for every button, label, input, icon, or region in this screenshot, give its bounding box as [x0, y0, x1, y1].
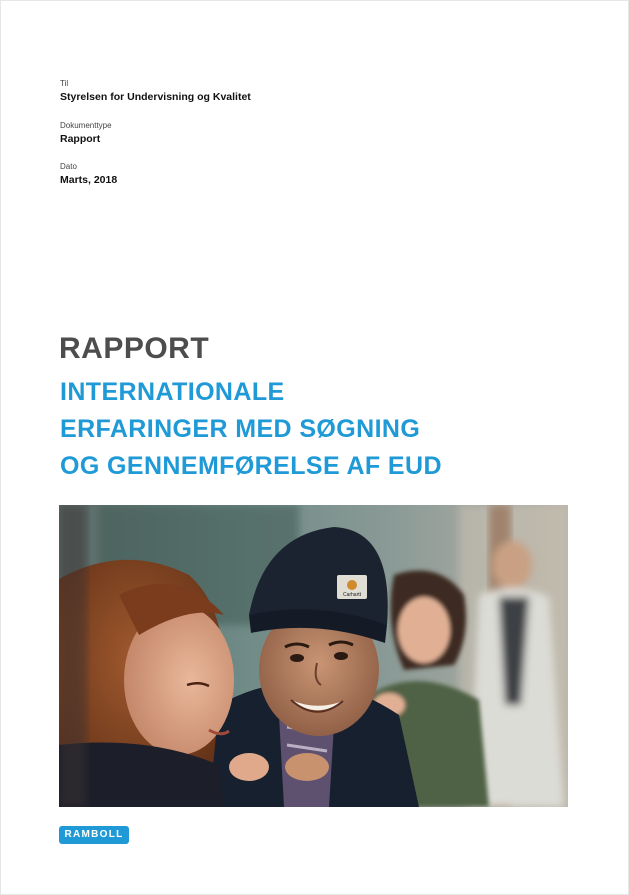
- title-line-3: OG GENNEMFØRELSE AF EUD: [60, 452, 442, 480]
- beanie-logo: Carhartt: [342, 592, 362, 598]
- report-kicker: RAPPORT: [59, 332, 210, 365]
- ramboll-logo: [59, 826, 129, 844]
- date-value: Marts, 2018: [60, 174, 118, 186]
- recipient-label: Til: [60, 79, 69, 88]
- doctype-value: Rapport: [60, 133, 101, 145]
- date-label: Dato: [60, 162, 77, 171]
- title-line-2: ERFARINGER MED SØGNING: [60, 415, 421, 443]
- report-title: [60, 374, 442, 485]
- doctype-block: [60, 121, 112, 146]
- date-block: [60, 162, 117, 187]
- title-line-1: INTERNATIONALE: [60, 378, 285, 406]
- doctype-label: Dokumenttype: [60, 121, 112, 130]
- students-photo: [59, 505, 568, 807]
- recipient-value: Styrelsen for Undervisning og Kvalitet: [60, 91, 251, 103]
- ramboll-logo-text: RAMBOLL: [64, 829, 124, 840]
- recipient-block: [60, 79, 251, 104]
